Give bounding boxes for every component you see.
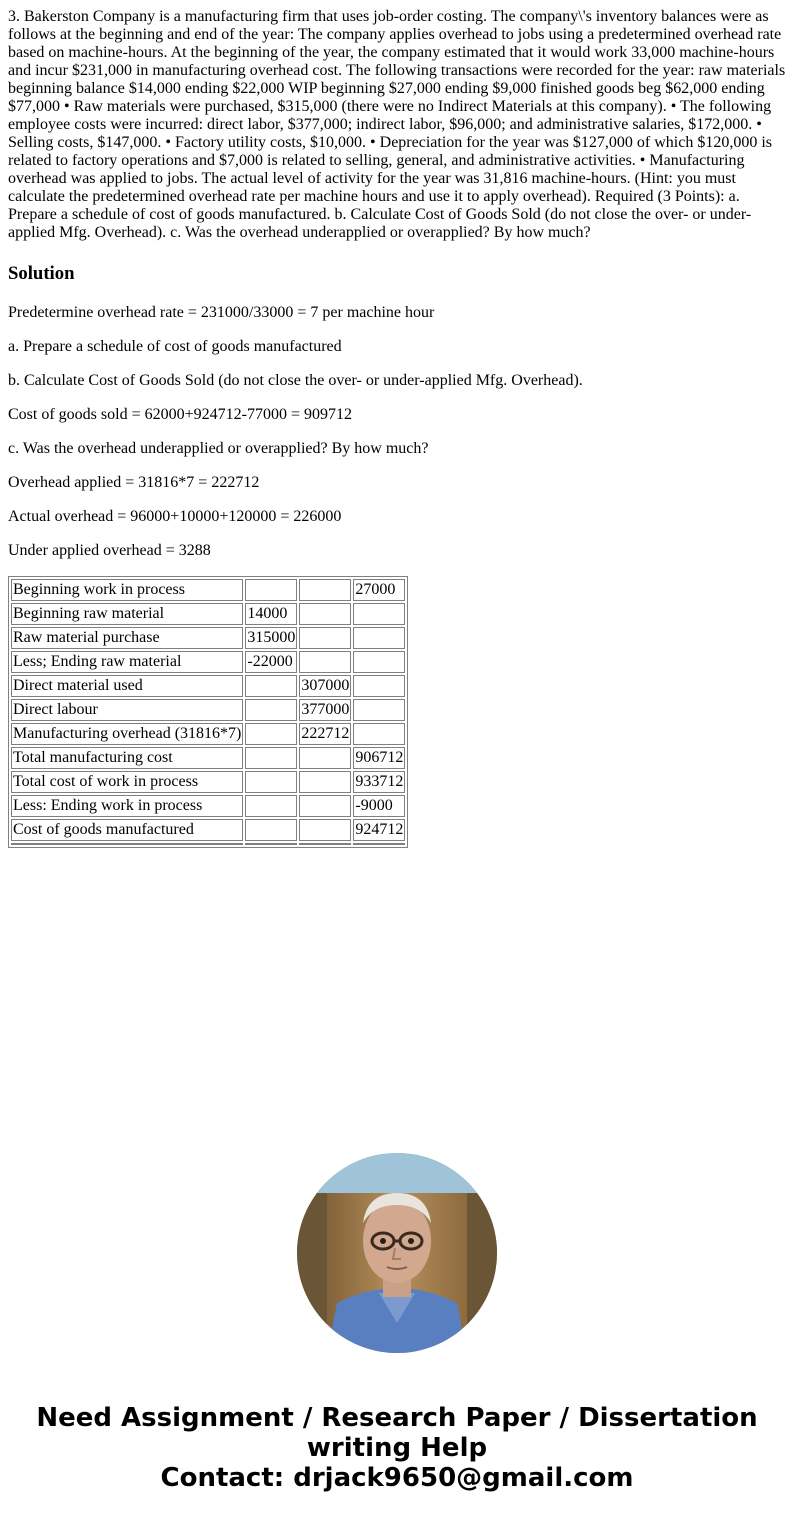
underapplied-line: Under applied overhead = 3288 [8,542,211,559]
table-row [11,651,405,673]
table-cell-empty [245,843,297,845]
table-row [11,603,405,625]
table-cell-empty [11,843,243,845]
author-photo [297,1153,497,1353]
table-cell [353,627,405,649]
cogm-schedule-table [8,576,408,848]
table-row [11,579,405,601]
table-cell [245,675,297,697]
table-cell [245,747,297,769]
table-cell: 315000 [245,627,297,649]
table-cell: Cost of goods manufactured [11,819,243,841]
table-cell: Beginning raw material [11,603,243,625]
table-cell: 933712 [353,771,405,793]
table-cell: Beginning work in process [11,579,243,601]
table-cell [299,747,351,769]
table-cell [245,819,297,841]
table-cell: 377000 [299,699,351,721]
table-cell [353,723,405,745]
table-cell [299,603,351,625]
actual-overhead-line: Actual overhead = 96000+10000+120000 = 226000 [8,508,342,525]
table-cell [299,795,351,817]
table-row [11,627,405,649]
table-cell [245,723,297,745]
table-cell: -22000 [245,651,297,673]
table-row [11,819,405,841]
table-row [11,747,405,769]
table-cell: 307000 [299,675,351,697]
overhead-rate-line: Predetermine overhead rate = 231000/33000 = 7 per machine hour [8,304,435,321]
table-cell [299,651,351,673]
table-cell: Manufacturing overhead (31816*7) [11,723,243,745]
table-cell: 27000 [353,579,405,601]
cogs-line: Cost of goods sold = 62000+924712-77000 = 909712 [8,406,352,423]
promo-banner [0,1403,794,1493]
table-row [11,699,405,721]
table-cell [353,699,405,721]
part-b-line: b. Calculate Cost of Goods Sold (do not close the over- or under-applied Mfg. Overhead). [8,372,583,389]
table-cell: -9000 [353,795,405,817]
table-cell: Direct material used [11,675,243,697]
table-cell: Total cost of work in process [11,771,243,793]
promo-line-2: writing Help [306,1433,488,1463]
table-cell [353,603,405,625]
promo-line-1: Need Assignment / Research Paper / Dissertation [36,1403,758,1433]
table-row [11,795,405,817]
table-cell [245,699,297,721]
table-cell [299,771,351,793]
table-cell: Less; Ending raw material [11,651,243,673]
table-cell [299,579,351,601]
table-cell: 906712 [353,747,405,769]
question-text: 3. Bakerston Company is a manufacturing firm that uses job-order costing. The company\'s inventory balances were as follows at the beginning and end of the year: The company applies overhead to jobs using a predetermined overhead rate based on machine-hours. At the beginning of the year, the company estimated that it would work 33,000 machine-hours and incur $231,000 in manufacturing overhead cost. The following transactions were recorded for the year: raw materials beginning balance $14,000 ending $22,000 WIP beginning $27,000 ending $9,000 finished goods beg $62,000 ending $77,000 • Raw materials were purchased, $315,000 (there were no Indirect Materials at this company). • The following employee costs were incurred: direct labor, $377,000; indirect labor, $96,000; and administrative salaries, $172,000. • Selling costs, $147,000. • Factory utility costs, $10,000. • Depreciation for the year was $127,000 of which $120,000 is related to factory operations and $7,000 is related to selling, general, and administrative activities. • Manufacturing overhead was applied to jobs. The actual level of activity for the year was 31,816 machine-hours. (Hint: you must calculate the predetermined overhead rate per machine hours and use it to apply overhead). Required (3 Points): a. Prepare a schedule of cost of goods manufactured. b. Calculate Cost of Goods Sold (do not close the over- or under-applied Mfg. Overhead). c. Was the overhead underapplied or overapplied? By how much? [8,8,786,241]
table-cell [299,627,351,649]
promo-contact: Contact: drjack9650@gmail.com [160,1463,634,1493]
table-cell [245,795,297,817]
part-c-line: c. Was the overhead underapplied or overapplied? By how much? [8,440,429,457]
table-cell: Total manufacturing cost [11,747,243,769]
solution-heading: Solution [8,263,75,284]
table-cell-empty [353,843,405,845]
table-cell: 924712 [353,819,405,841]
overhead-applied-line: Overhead applied = 31816*7 = 222712 [8,474,260,491]
author-portrait-illustration [297,1153,497,1353]
table-cell [245,579,297,601]
table-cell-empty [299,843,351,845]
part-a-line: a. Prepare a schedule of cost of goods manufactured [8,338,342,355]
table-cell [245,771,297,793]
table-cell: Raw material purchase [11,627,243,649]
table-cell [299,819,351,841]
table-row [11,771,405,793]
table-cell: 14000 [245,603,297,625]
table-cell: 222712 [299,723,351,745]
table-row [11,675,405,697]
table-cell: Direct labour [11,699,243,721]
table-row-empty [11,843,405,845]
table-cell: Less: Ending work in process [11,795,243,817]
table-row [11,723,405,745]
table-cell [353,675,405,697]
table-cell [353,651,405,673]
